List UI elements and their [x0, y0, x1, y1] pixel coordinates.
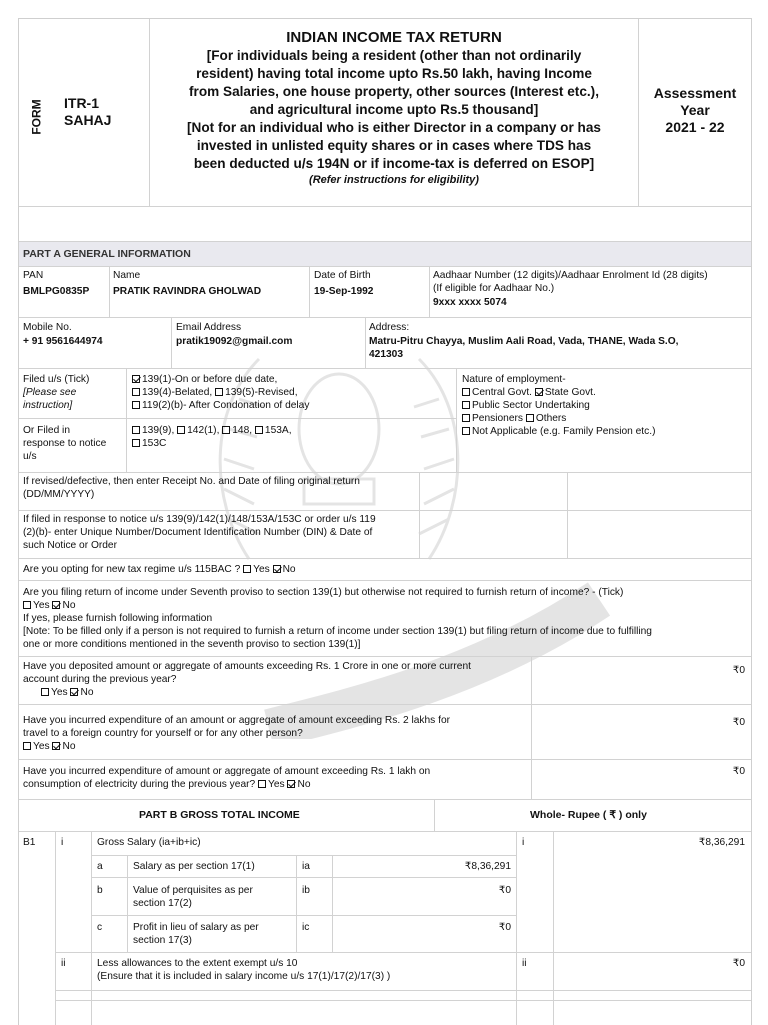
option-label: 119(2)(b)- After Condonation of delay [142, 400, 310, 411]
no-label: No [80, 687, 94, 698]
checkbox-icon[interactable] [41, 688, 49, 696]
assessment-year-value: 2021 - 22 [665, 119, 725, 135]
employment-pension-options[interactable] [462, 413, 566, 425]
address-value-pincode: 421303 [369, 349, 403, 360]
option-label: Pensioners [472, 413, 523, 424]
subtitle-line: [For individuals being a resident (other than not ordinarily [206, 48, 582, 63]
perquisites-amount: ₹0 [498, 885, 511, 896]
travel-question: travel to a foreign country for yourself or for any other person? [23, 728, 303, 739]
notice-label: Or Filed in [23, 425, 70, 436]
profit-in-lieu-label: section 17(3) [133, 935, 192, 946]
name-value: PRATIK RAVINDRA GHOLWAD [113, 286, 262, 297]
checkbox-checked-icon[interactable] [52, 601, 60, 609]
name-label: Name [113, 270, 141, 281]
notice-din-question: such Notice or Order [23, 540, 117, 551]
new-regime-question [23, 564, 296, 576]
itr-form-page [18, 18, 752, 1025]
profit-in-lieu-code: ic [302, 922, 310, 933]
gross-salary-ref: i [522, 837, 525, 848]
option-label: 139(1)-On or before due date, [142, 374, 278, 385]
yes-label: Yes [51, 687, 68, 698]
yes-label: Yes [253, 564, 270, 575]
option-label: 153C [142, 438, 167, 449]
mobile-label: Mobile No. [23, 322, 72, 333]
checkbox-icon[interactable] [132, 439, 140, 447]
email-value: pratik19092@gmail.com [176, 336, 293, 347]
seventh-proviso-question: Are you filing return of income under Seventh proviso to section 139(1) but otherwise not required to furnish return of income? - (Tick) [23, 587, 624, 598]
checkbox-icon[interactable] [132, 388, 140, 396]
assessment-year-label: Assessment [653, 85, 737, 101]
notice-label: response to notice [23, 438, 107, 449]
checkbox-checked-icon[interactable] [52, 742, 60, 750]
checkbox-icon[interactable] [215, 388, 223, 396]
perquisites-label: Value of perquisites as per [133, 885, 253, 896]
no-label: No [62, 741, 76, 752]
aadhaar-label: Aadhaar Number (12 digits)/Aadhaar Enrolment Id (28 digits) [433, 270, 708, 281]
filed-label-note: [Please see [23, 387, 77, 398]
checkbox-checked-icon[interactable] [70, 688, 78, 696]
electricity-question: Have you incurred expenditure of amount or aggregate of amount exceeding Rs. 1 lakh on [23, 766, 431, 777]
subtitle-line: resident) having total income upto Rs.50 lakh, having Income [196, 66, 592, 81]
deposit-question: Have you deposited amount or aggregate of amounts exceeding Rs. 1 Crore in one or more current [23, 661, 471, 672]
checkbox-icon[interactable] [132, 401, 140, 409]
b1-label: B1 [23, 837, 36, 848]
option-label: Public Sector Undertaking [472, 400, 590, 411]
deposit-question: account during the previous year? [23, 674, 177, 685]
travel-question: Have you incurred expenditure of an amount or aggregate of amount exceeding Rs. 2 lakhs for [23, 715, 450, 726]
electricity-question-line [23, 779, 311, 791]
checkbox-icon[interactable] [462, 401, 470, 409]
part-b-heading: PART B GROSS TOTAL INCOME [139, 809, 300, 821]
option-label: 153A, [264, 425, 292, 436]
form-code: ITR-1 [64, 95, 99, 111]
assessment-year-block [639, 85, 751, 136]
checkbox-icon[interactable] [177, 426, 185, 434]
form-name: SAHAJ [64, 112, 112, 128]
checkbox-checked-icon[interactable] [132, 375, 140, 383]
dob-value: 19-Sep-1992 [314, 286, 374, 297]
checkbox-icon[interactable] [255, 426, 263, 434]
allowances-ref: ii [522, 958, 527, 969]
row-index: i [61, 837, 64, 848]
filed-option-139-4[interactable] [132, 387, 298, 399]
employment-label: Nature of employment- [462, 374, 566, 385]
perquisites-sub-index: b [97, 885, 103, 896]
assessment-year-label: Year [680, 102, 710, 118]
perquisites-label: section 17(2) [133, 898, 192, 909]
filed-option-139-1[interactable] [132, 374, 277, 386]
checkbox-icon[interactable] [462, 388, 470, 396]
employment-psu-option[interactable] [462, 400, 590, 412]
checkbox-checked-icon[interactable] [273, 565, 281, 573]
gross-salary-label: Gross Salary (ia+ib+ic) [97, 837, 201, 848]
checkbox-icon[interactable] [132, 426, 140, 434]
address-value: Matru-Pitru Chayya, Muslim Aali Road, Vada, THANE, Wada S.O, [369, 336, 679, 347]
revised-question: If revised/defective, then enter Receipt No. and Date of filing original return [23, 476, 360, 487]
perquisites-code: ib [302, 885, 310, 896]
profit-in-lieu-label: Profit in lieu of salary as per [133, 922, 259, 933]
no-label: No [297, 779, 311, 790]
option-label: Others [535, 413, 567, 424]
notice-option-153c[interactable] [132, 438, 166, 450]
subtitle-line: [Not for an individual who is either Director in a company or has [187, 120, 601, 135]
option-label: Not Applicable (e.g. Family Pension etc.) [472, 426, 656, 437]
deposit-options[interactable] [41, 687, 94, 699]
subtitle-line: and agricultural income upto Rs.5 thousand] [249, 102, 539, 117]
refer-note: (Refer instructions for eligibility) [309, 174, 479, 186]
yes-label: Yes [33, 600, 50, 611]
option-label: 148, [232, 425, 253, 436]
dob-label: Date of Birth [314, 270, 371, 281]
seventh-proviso-options[interactable] [23, 600, 76, 612]
pan-value: BMLPG0835P [23, 286, 90, 297]
allowances-label: Less allowances to the extent exempt u/s 10 [97, 958, 298, 969]
option-label: 139(4)-Belated, [142, 387, 213, 398]
checkbox-checked-icon[interactable] [287, 780, 295, 788]
form-label: FORM [29, 99, 44, 135]
email-label: Email Address [176, 322, 242, 333]
pan-label: PAN [23, 270, 44, 281]
seventh-proviso-if-yes: If yes, please furnish following information [23, 613, 213, 624]
employment-na-option[interactable] [462, 426, 655, 438]
travel-options[interactable] [23, 741, 76, 753]
emblem-watermark-icon [189, 319, 489, 589]
gross-salary-amount: ₹8,36,291 [698, 837, 745, 848]
yes-label: Yes [268, 779, 285, 790]
aadhaar-label-note: (If eligible for Aadhaar No.) [433, 283, 555, 294]
allowances-note: (Ensure that it is included in salary income u/s 17(1)/17(2)/17(3) ) [97, 971, 391, 982]
mobile-value: + 91 9561644974 [23, 336, 103, 347]
checkbox-icon[interactable] [23, 601, 31, 609]
no-label: No [62, 600, 76, 611]
salary-sub-index: a [97, 861, 103, 872]
row-index: ii [61, 958, 66, 969]
filed-label-note: instruction] [23, 400, 73, 411]
checkbox-icon[interactable] [526, 414, 534, 422]
checkbox-icon[interactable] [243, 565, 251, 573]
travel-amount: ₹0 [732, 717, 745, 728]
notice-options[interactable] [132, 425, 292, 437]
checkbox-icon[interactable] [222, 426, 230, 434]
checkbox-icon[interactable] [23, 742, 31, 750]
deposit-amount: ₹0 [732, 665, 745, 676]
salary-17-1-code: ia [302, 861, 310, 872]
salary-17-1-label: Salary as per section 17(1) [133, 861, 255, 872]
part-a-heading: PART A GENERAL INFORMATION [23, 248, 191, 260]
option-label: 139(9), [142, 425, 175, 436]
subtitle-line: invested in unlisted equity shares or in cases where TDS has [196, 138, 592, 153]
employment-govt-options[interactable] [462, 387, 596, 399]
option-label: 142(1), [187, 425, 220, 436]
filed-option-119-2b[interactable] [132, 400, 309, 412]
return-title: INDIAN INCOME TAX RETURN [286, 29, 502, 46]
subtitle-line: from Salaries, one house property, other sources (Interest etc.), [189, 84, 599, 99]
notice-din-question: (2)(b)- enter Unique Number/Document Identification Number (DIN) & Date of [23, 527, 373, 538]
option-label: Central Govt. [472, 387, 533, 398]
notice-din-question: If filed in response to notice u/s 139(9)/142(1)/148/153A/153C or order u/s 119 [23, 514, 376, 525]
question-text: Are you opting for new tax regime u/s 115BAC ? [23, 564, 241, 575]
checkbox-icon[interactable] [462, 414, 470, 422]
yes-label: Yes [33, 741, 50, 752]
address-label: Address: [369, 322, 410, 333]
seventh-proviso-note: [Note: To be filled only if a person is not required to furnish a return of income under section 139(1) but filing return of income due to fulfilling [23, 626, 652, 637]
seventh-proviso-note: one or more conditions mentioned in the seventh proviso to section 139(1)] [23, 639, 361, 650]
profit-in-lieu-amount: ₹0 [498, 922, 511, 933]
part-b-unit: Whole- Rupee ( ₹ ) only [530, 809, 647, 821]
option-label: State Govt. [544, 387, 596, 398]
electricity-amount: ₹0 [732, 766, 745, 777]
notice-label: u/s [23, 451, 37, 462]
revised-question-format: (DD/MM/YYYY) [23, 489, 95, 500]
option-label: 139(5)-Revised, [225, 387, 298, 398]
checkbox-icon[interactable] [462, 427, 470, 435]
profit-sub-index: c [97, 922, 103, 933]
subtitle-line: been deducted u/s 194N or if income-tax is deferred on ESOP] [193, 156, 595, 171]
allowances-amount: ₹0 [732, 958, 745, 969]
checkbox-checked-icon[interactable] [535, 388, 543, 396]
checkbox-icon[interactable] [258, 780, 266, 788]
salary-17-1-amount: ₹8,36,291 [464, 861, 511, 872]
aadhaar-value: 9xxx xxxx 5074 [433, 297, 507, 308]
header-title-block [150, 29, 638, 187]
filed-label: Filed u/s (Tick) [23, 374, 90, 385]
no-label: No [282, 564, 296, 575]
question-text: consumption of electricity during the previous year? [23, 779, 256, 790]
